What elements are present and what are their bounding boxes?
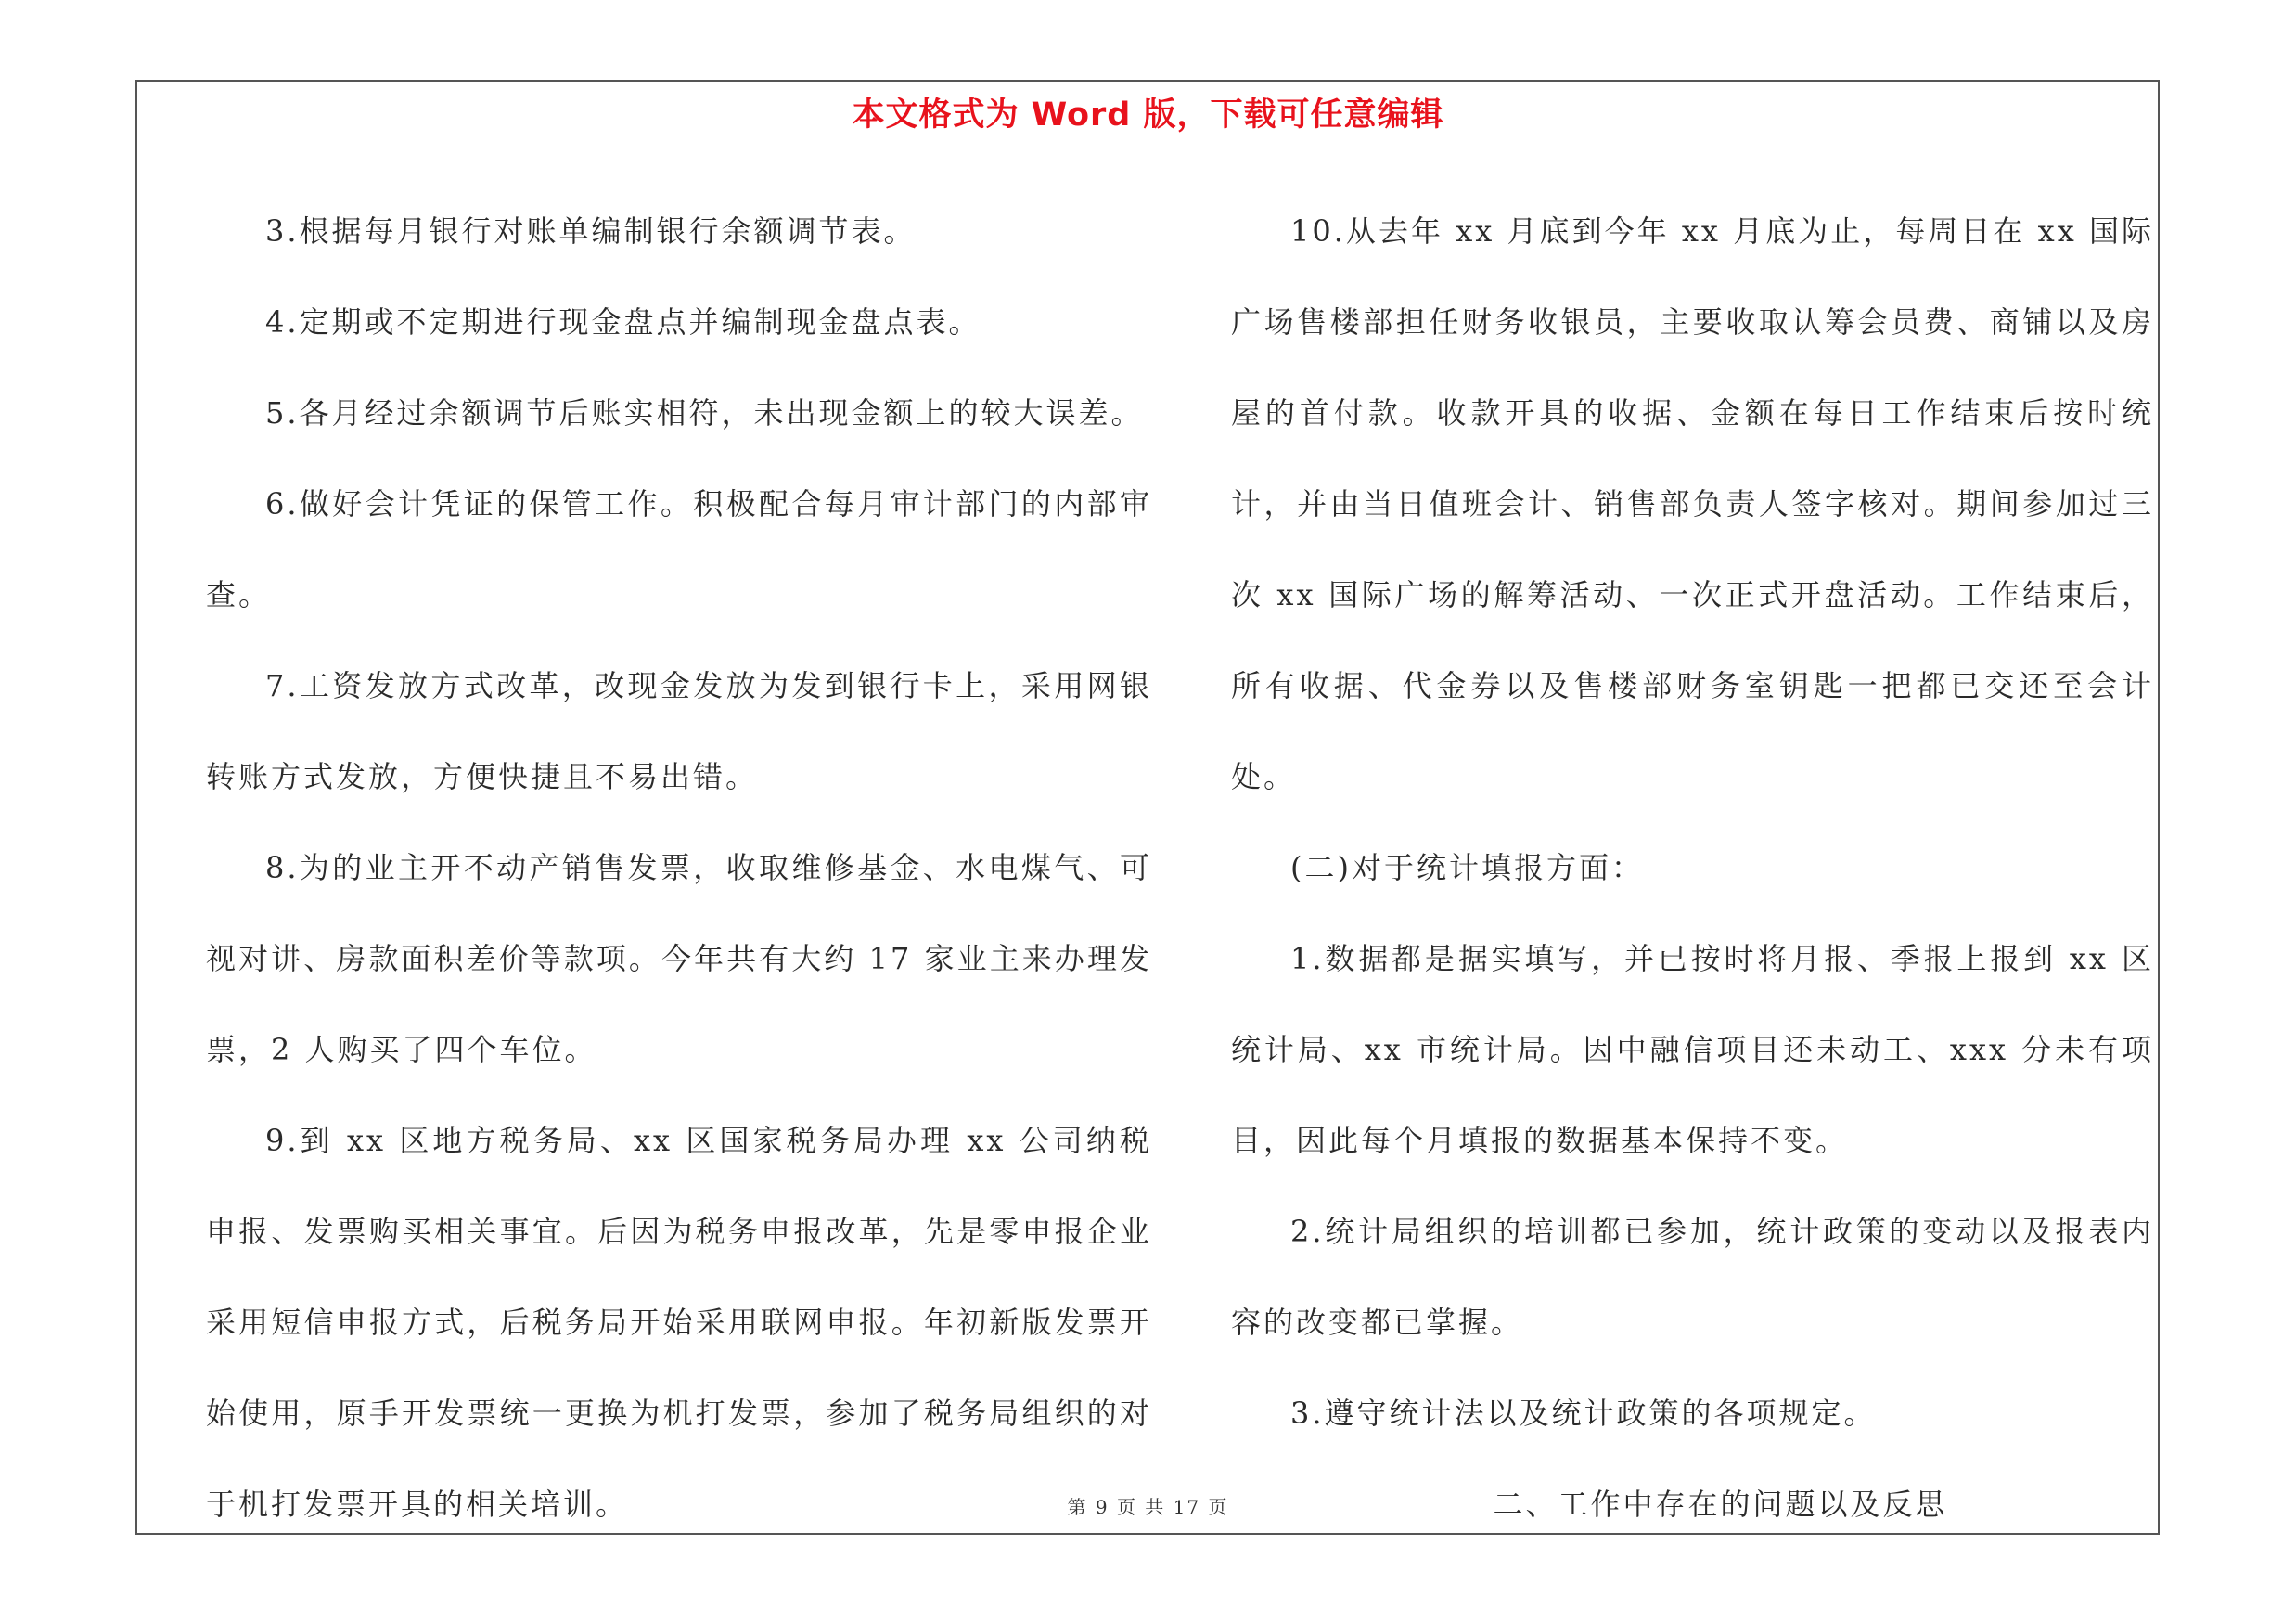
paragraph-item-5: 5.各月经过余额调节后账实相符，未出现金额上的较大误差。 — [265, 395, 1144, 431]
page-number: 第 9 页 共 17 页 — [1067, 1496, 1229, 1518]
paragraph-item-6: 6.做好会计凭证的保管工作。积极配合每月审计部门的内部审查。 — [206, 486, 1152, 612]
section-heading-problems: 二、工作中存在的问题以及反思 — [1493, 1487, 1948, 1522]
format-banner: 本文格式为 Word 版，下载可任意编辑 — [852, 97, 1444, 134]
paragraph-item-10: 10.从去年 xx 月底到今年 xx 月底为止，每周日在 xx 国际广场售楼部担任财务收银员，主要收取认筹会员费、商铺以及房屋的首付款。收款开具的收据、金额在每日工作结束后按时统计，并由当日值班会计、销售部负责人签字核对。期间参加过三次 xx 国际广场的解筹活动、一次正式开盘活动。工作结束后，所有收据、代金券以及售楼部财务室钥匙一把都已交还至会计处。 — [1231, 213, 2154, 794]
paragraph-item-9: 9.到 xx 区地方税务局、xx 区国家税务局办理 xx 公司纳税申报、发票购买相关事宜。后因为税务申报改革，先是零申报企业采用短信申报方式，后税务局开始采用联网申报。年初新版发票开始使用，原手开发票统一更换为机打发票，参加了税务局组织的对于机打发票开具的相关培训。 — [206, 1123, 1152, 1522]
left-column — [206, 186, 1152, 1550]
statistics-item-1: 1.数据都是据实填写，并已按时将月报、季报上报到 xx 区统计局、xx 市统计局。因中融信项目还未动工、xxx 分未有项目，因此每个月填报的数据基本保持不变。 — [1231, 941, 2154, 1158]
paragraph-item-3: 3.根据每月银行对账单编制银行余额调节表。 — [265, 213, 917, 249]
paragraph-item-7: 7.工资发放方式改革，改现金发放为发到银行卡上，采用网银转账方式发放，方便快捷且不易出错。 — [206, 668, 1152, 794]
paragraph-item-8: 8.为的业主开不动产销售发票，收取维修基金、水电煤气、可视对讲、房款面积差价等款项。今年共有大约 17 家业主来办理发票，2 人购买了四个车位。 — [206, 850, 1152, 1067]
right-column — [1231, 186, 2154, 1550]
statistics-item-2: 2.统计局组织的培训都已参加，统计政策的变动以及报表内容的改变都已掌握。 — [1231, 1214, 2154, 1340]
subsection-heading-statistics: (二)对于统计填报方面： — [1290, 850, 1644, 885]
paragraph-item-4: 4.定期或不定期进行现金盘点并编制现金盘点表。 — [265, 304, 981, 340]
statistics-item-3: 3.遵守统计法以及统计政策的各项规定。 — [1290, 1396, 1877, 1431]
